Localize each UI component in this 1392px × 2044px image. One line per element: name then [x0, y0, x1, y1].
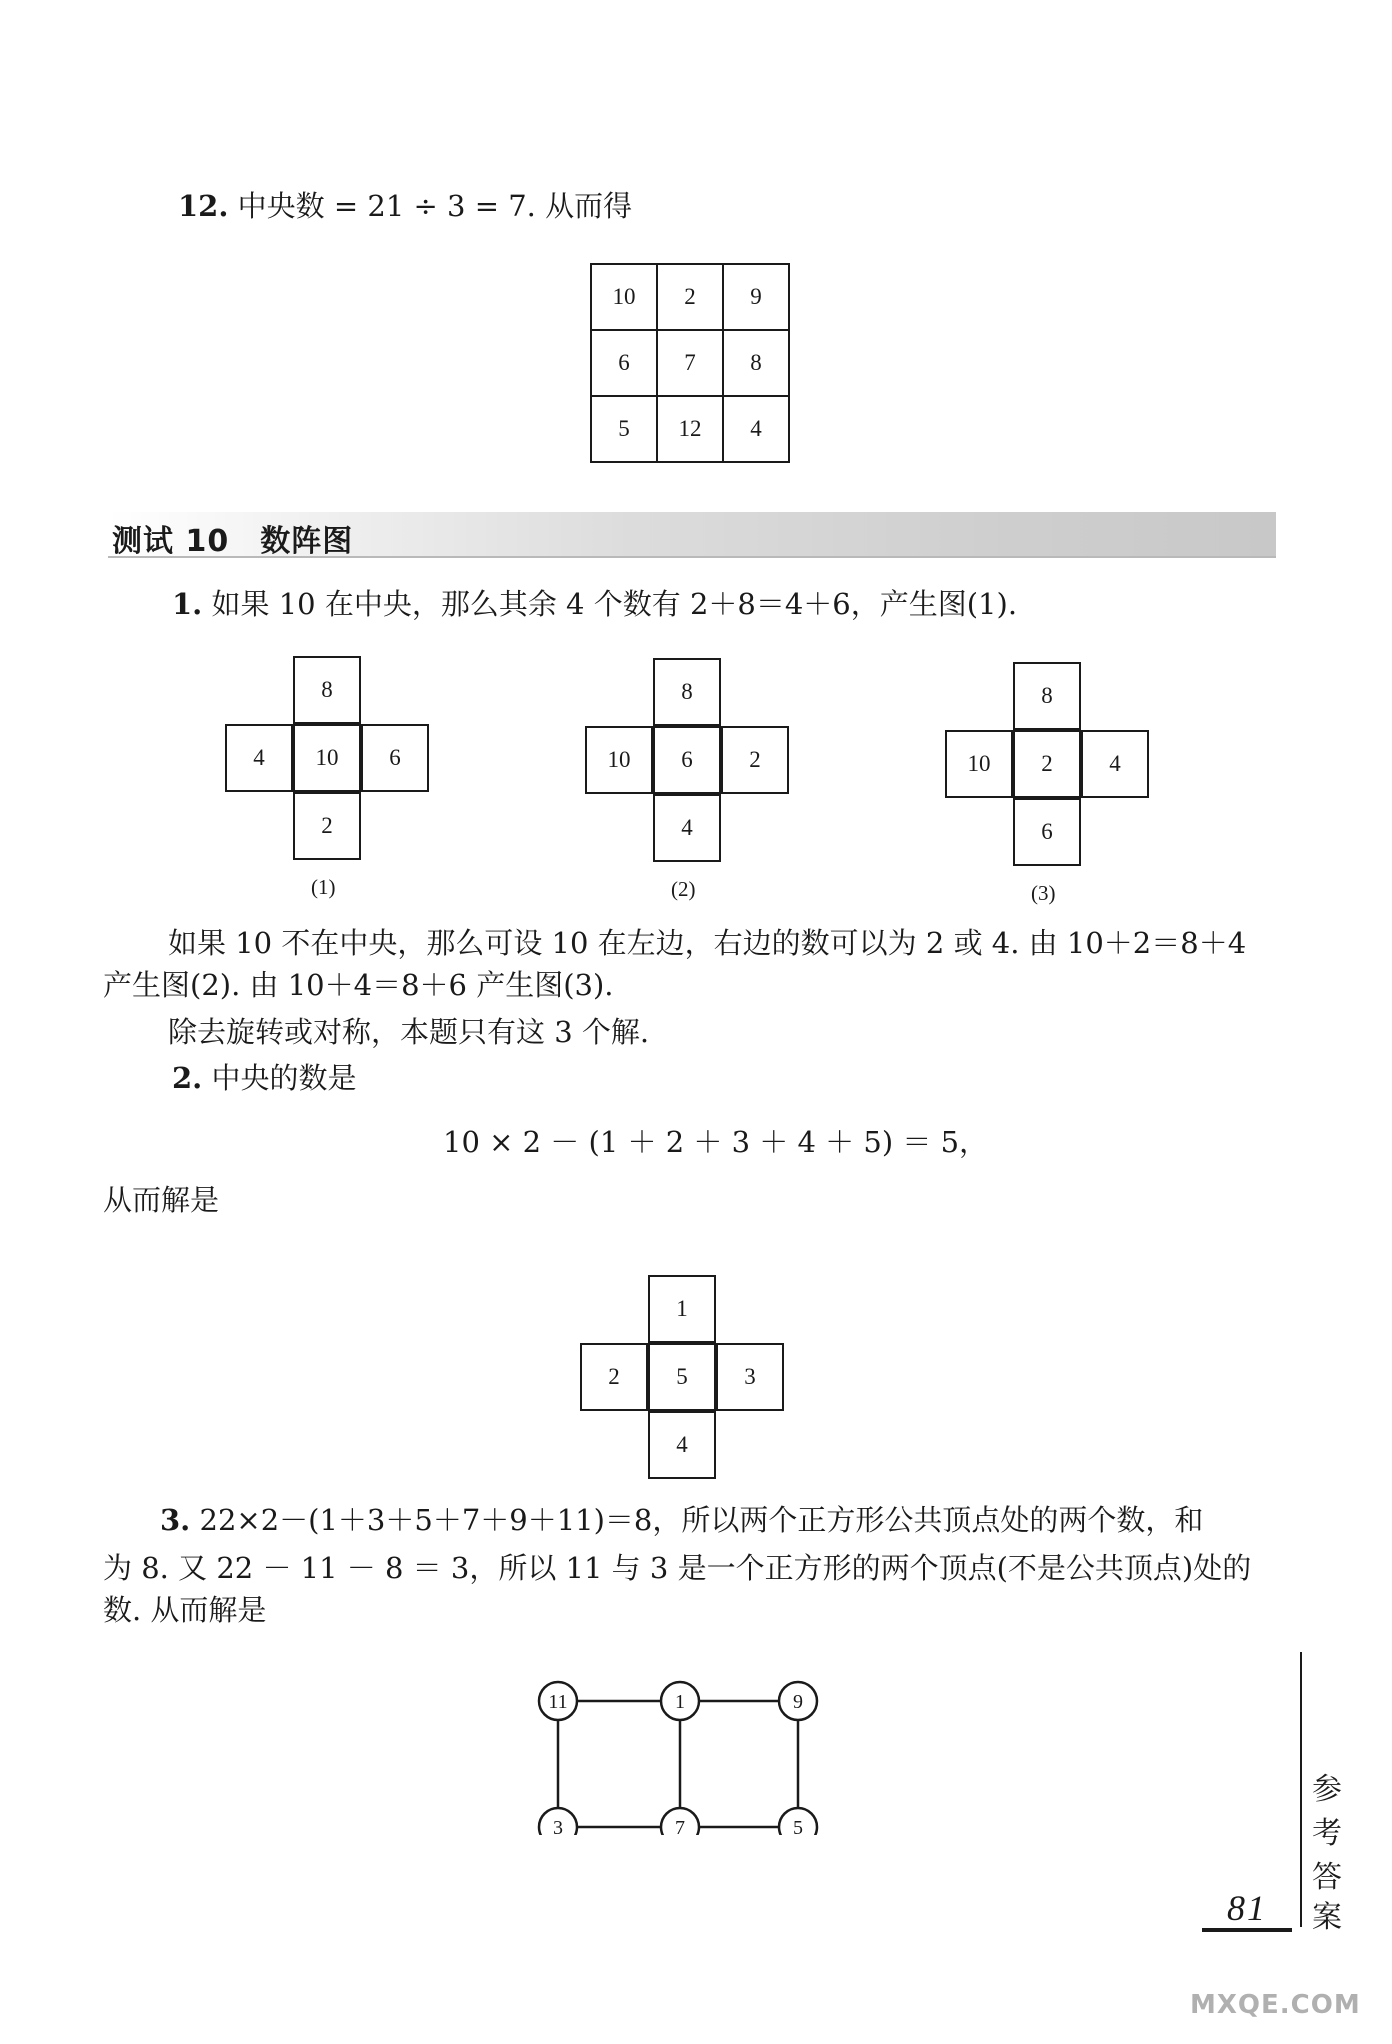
section-banner — [108, 512, 1276, 558]
node-label: 3 — [553, 1817, 563, 1835]
cross-cell-left: 10 — [945, 730, 1013, 798]
q12-text: 中央数 = 21 ÷ 3 = 7. 从而得 — [237, 189, 633, 223]
q3-text-1: 22×2－(1＋3＋5＋7＋9＋11)＝8，所以两个正方形公共顶点处的两个数，和 — [199, 1503, 1204, 1537]
q1-line — [172, 586, 1017, 622]
cross-cell-bottom: 4 — [653, 794, 721, 862]
cross-cell-bottom: 4 — [648, 1411, 716, 1479]
q2-after: 从而解是 — [103, 1183, 220, 1217]
cross-cell-right: 6 — [361, 724, 429, 792]
q12-magic-square — [590, 263, 790, 463]
cross-cell-top: 8 — [1013, 662, 1081, 730]
page-number: 81 — [1202, 1888, 1292, 1932]
cross-cell-top: 8 — [653, 658, 721, 726]
cross-cell-right: 4 — [1081, 730, 1149, 798]
cross-cell-bottom: 2 — [293, 792, 361, 860]
node-label: 11 — [548, 1691, 568, 1713]
section-title: 测试 10 数阵图 — [112, 524, 354, 559]
q1-figure-1 — [225, 656, 429, 860]
node-label: 9 — [793, 1691, 803, 1713]
cross-cell-right: 2 — [721, 726, 789, 794]
side-tab-char: 案 — [1312, 1900, 1342, 1935]
q1-number: 1. — [172, 587, 203, 621]
q1-para2: 除去旋转或对称，本题只有这 3 个解. — [168, 1015, 650, 1049]
q2-line — [172, 1060, 357, 1096]
q1-para1-line2: 产生图(2). 由 10＋4＝8＋6 产生图(3). — [103, 968, 614, 1002]
grid-cell: 10 — [591, 264, 657, 330]
grid-cell: 9 — [723, 264, 789, 330]
cross-cell-right: 3 — [716, 1343, 784, 1411]
cross-cell-center: 10 — [293, 724, 361, 792]
q3-line1 — [160, 1502, 1203, 1538]
q3-line3: 数. 从而解是 — [103, 1593, 267, 1627]
cross-cell-left: 10 — [585, 726, 653, 794]
grid-cell: 8 — [723, 330, 789, 396]
grid-cell: 5 — [591, 396, 657, 462]
side-tab-char: 参 — [1312, 1772, 1342, 1807]
q1-text: 如果 10 在中央，那么其余 4 个数有 2＋8＝4＋6，产生图(1). — [211, 587, 1018, 621]
cross-cell-center: 2 — [1013, 730, 1081, 798]
side-tab-reference-answers — [1300, 1652, 1348, 1935]
q1-figure-2 — [585, 658, 789, 862]
q2-number: 2. — [172, 1061, 203, 1095]
side-tab-char: 答 — [1312, 1860, 1342, 1895]
cross-cell-left: 4 — [225, 724, 293, 792]
grid-cell: 12 — [657, 396, 723, 462]
q3-diagram — [530, 1675, 830, 1835]
q1-caption-2: (2) — [671, 877, 696, 901]
cross-cell-bottom: 6 — [1013, 798, 1081, 866]
q1-caption-3: (3) — [1031, 881, 1056, 905]
q3-line2: 为 8. 又 22 － 11 － 8 ＝ 3，所以 11 与 3 是一个正方形的两个顶点(不是公共顶点)处的 — [103, 1551, 1252, 1585]
q2-formula: 10 × 2 － (1 ＋ 2 ＋ 3 ＋ 4 ＋ 5) ＝ 5， — [443, 1125, 989, 1159]
cross-cell-center: 6 — [653, 726, 721, 794]
grid-row — [591, 396, 789, 462]
grid-cell: 2 — [657, 264, 723, 330]
q12-line — [178, 188, 632, 224]
q1-figure-3 — [945, 662, 1149, 866]
q1-para1-line1: 如果 10 不在中央，那么可设 10 在左边，右边的数可以为 2 或 4. 由 10＋2＝8＋4 — [168, 926, 1247, 960]
grid-cell: 4 — [723, 396, 789, 462]
cross-cell-left: 2 — [580, 1343, 648, 1411]
node-label: 1 — [675, 1691, 685, 1713]
cross-cell-center: 5 — [648, 1343, 716, 1411]
watermark: MXQE.COM — [1190, 1990, 1361, 2020]
cross-cell-top: 1 — [648, 1275, 716, 1343]
side-tab-char: 考 — [1312, 1816, 1342, 1851]
grid-row — [591, 264, 789, 330]
grid-cell: 7 — [657, 330, 723, 396]
grid-cell: 6 — [591, 330, 657, 396]
node-label: 7 — [675, 1817, 685, 1835]
cross-cell-top: 8 — [293, 656, 361, 724]
q12-number: 12. — [178, 189, 229, 223]
q3-number: 3. — [160, 1503, 191, 1537]
node-label: 5 — [793, 1817, 803, 1835]
q1-caption-1: (1) — [311, 875, 336, 899]
q2-figure — [580, 1275, 784, 1479]
grid-row — [591, 330, 789, 396]
q2-text: 中央的数是 — [211, 1061, 357, 1095]
